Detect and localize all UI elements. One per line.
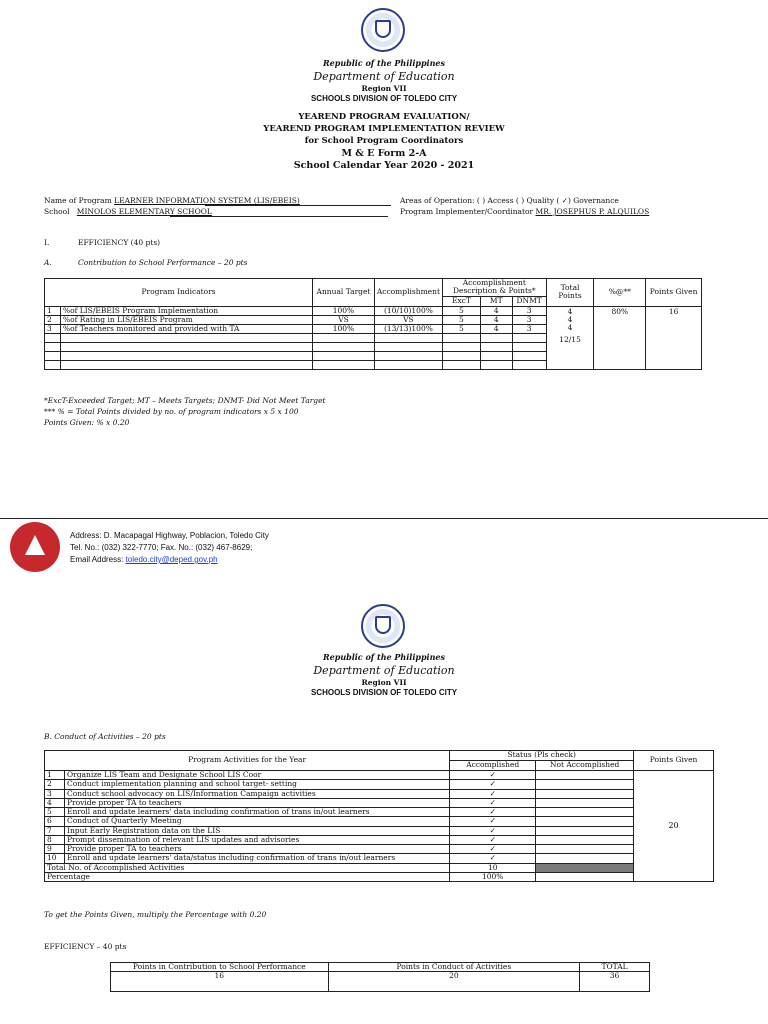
program-value: LEARNER INFORMATION SYSTEM (LIS/EBEIS)	[114, 196, 300, 205]
school-line	[44, 207, 212, 216]
summary-value-activities: 20	[328, 972, 579, 992]
deped-seal-icon	[361, 604, 405, 648]
region-label-2: Region VII	[361, 678, 407, 687]
section-b-title: B. Conduct of Activities – 20 pts	[44, 732, 166, 741]
footer-email-label: Email Address:	[70, 555, 126, 564]
header-status: Status (Pls check)	[450, 751, 634, 761]
summary-title: EFFICIENCY – 40 pts	[44, 942, 127, 951]
check-icon: ✓	[450, 798, 536, 807]
section-roman: I.	[44, 238, 50, 247]
implementer-label: Program Implementer/Coordinator	[400, 207, 534, 216]
footer-email-line	[70, 554, 218, 566]
total-points-cell: 4 4 4 12/15	[546, 306, 594, 370]
summary-header-total: TOTAL	[580, 963, 650, 972]
header-mt: MT	[480, 296, 512, 306]
total-accomplished-label: Total No. of Accomplished Activities	[45, 863, 450, 872]
points-given-cell: 16	[646, 306, 702, 370]
sub-a-letter: A.	[44, 258, 52, 267]
check-icon: ✓	[450, 835, 536, 844]
republic-label: Republic of the Philippines	[322, 58, 445, 68]
table-row: 4 Provide proper TA to teachers ✓	[45, 798, 714, 807]
sub-a-title: Contribution to School Performance – 20 pts	[78, 258, 248, 267]
program-label: Name of Program	[44, 196, 112, 205]
summary-value-contribution: 16	[111, 972, 329, 992]
program-underline	[205, 205, 391, 206]
program-line	[44, 196, 300, 205]
summary-header-contribution: Points in Contribution to School Performance	[111, 963, 329, 972]
form-title-5: School Calendar Year 2020 - 2021	[293, 160, 475, 171]
table-row: 6 Conduct of Quarterly Meeting ✓	[45, 817, 714, 826]
areas-of-operation: Areas of Operation: ( ) Access ( ) Quality ( ✓) Governance	[400, 196, 619, 205]
footer-email-link[interactable]: toledo.city@deped.gov.ph	[125, 555, 218, 564]
sum-total: 12/15	[559, 335, 581, 345]
check-icon: ✓	[450, 808, 536, 817]
header-total: Total Points	[546, 279, 594, 307]
table-row: 7 Input Early Registration data on the LIS ✓	[45, 826, 714, 835]
header-given: Points Given	[646, 279, 702, 307]
division-logo-icon	[10, 522, 60, 572]
footer-tel: Tel. No.: (032) 322-7770; Fax. No.: (032) 467-8629;	[70, 543, 253, 552]
check-icon: ✓	[450, 771, 536, 780]
division-label-2: SCHOOLS DIVISION OF TOLEDO CITY	[310, 688, 458, 697]
republic-label-2: Republic of the Philippines	[322, 652, 445, 662]
implementer-line	[400, 207, 649, 216]
summary-value-total: 36	[580, 972, 650, 992]
activities-table	[44, 750, 714, 882]
header-points-given: Points Given	[634, 751, 714, 771]
pct-cell: 80%	[594, 306, 646, 370]
shaded-cell	[536, 863, 634, 872]
note-formula: *** % = Total Points divided by no. of program indicators x 5 x 100	[44, 407, 299, 416]
header-not-accomplished: Not Accomplished	[536, 761, 634, 771]
table-row: 10 Enroll and update learners' data/status including confirmation of trans in/out learners ✓	[45, 854, 714, 863]
table-row: 1 Organize LIS Team and Designate School LIS Coor ✓ 20	[45, 771, 714, 780]
form-title-3: for School Program Coordinators	[304, 136, 464, 146]
division-label: SCHOOLS DIVISION OF TOLEDO CITY	[310, 94, 458, 103]
department-label-2: Department of Education	[313, 664, 455, 677]
header-target: Annual Target	[313, 279, 375, 307]
activities-note: To get the Points Given, multiply the Percentage with 0.20	[44, 910, 267, 919]
footer-address: Address: D. Macapagal Highway, Poblacion, Toledo City	[70, 531, 269, 540]
check-icon: ✓	[450, 826, 536, 835]
percentage-value: 100%	[450, 872, 536, 881]
table-row: 3 Conduct school advocacy on LIS/Information Campaign activities ✓	[45, 789, 714, 798]
table-row: 5 Enroll and update learners' data including confirmation of trans in/out learners ✓	[45, 808, 714, 817]
header-indicators: Program Indicators	[45, 279, 313, 307]
form-title-2: YEAREND PROGRAM IMPLEMENTATION REVIEW	[263, 124, 505, 134]
header-dnmt: DNMT	[512, 296, 546, 306]
region-label: Region VII	[361, 84, 407, 93]
header-accomplishment: Accomplishment	[374, 279, 442, 307]
contribution-table	[44, 278, 702, 370]
check-icon: ✓	[450, 780, 536, 789]
header-pct: %@**	[594, 279, 646, 307]
table-row: 2 %of Rating in LIS/EBEIS Program VS VS 5 4 3	[45, 315, 702, 324]
header-activities: Program Activities for the Year	[45, 751, 450, 771]
summary-table	[110, 962, 650, 992]
table-row: 2 Conduct implementation planning and school target- setting ✓	[45, 780, 714, 789]
school-value: MINOLOS ELEMENTARY SCHOOL	[76, 207, 212, 216]
total-accomplished-value: 10	[450, 863, 536, 872]
footer-divider	[0, 518, 768, 519]
check-icon: ✓	[450, 854, 536, 863]
school-underline	[170, 216, 388, 217]
implementer-value: MR. JOSEPHUS P. ALQUILOS	[535, 207, 650, 216]
note-points: Points Given: % x 0.20	[44, 418, 130, 427]
table-row	[45, 872, 714, 881]
table-row	[45, 863, 714, 872]
form-title-4: M & E Form 2-A	[341, 148, 427, 159]
activities-points-given: 20	[634, 771, 714, 882]
table-row: 1 %of LIS/EBEIS Program Implementation 100% (10/10)100% 5 4 3 4 4 4 12/15 80% 16	[45, 306, 702, 315]
table-row: 3 %of Teachers monitored and provided with TA 100% (13/13)100% 5 4 3	[45, 325, 702, 334]
check-icon: ✓	[450, 789, 536, 798]
form-title-1: YEAREND PROGRAM EVALUATION/	[298, 112, 470, 122]
header-accomplished: Accomplished	[450, 761, 536, 771]
department-label: Department of Education	[313, 70, 455, 83]
check-icon: ✓	[450, 845, 536, 854]
header-exct: ExcT	[442, 296, 480, 306]
school-label: School	[44, 207, 70, 216]
percentage-label: Percentage	[45, 872, 450, 881]
header-description: Accomplishment Description & Points*	[442, 279, 546, 297]
deped-seal-icon	[361, 8, 405, 52]
check-icon: ✓	[450, 817, 536, 826]
section-title: EFFICIENCY (40 pts)	[78, 238, 161, 247]
note-legend: *ExcT-Exceeded Target; MT – Meets Targets; DNMT- Did Not Meet Target	[44, 396, 326, 405]
summary-header-activities: Points in Conduct of Activities	[328, 963, 579, 972]
table-row: 9 Provide proper TA to teachers ✓	[45, 845, 714, 854]
table-row: 8 Prompt dissemination of relevant LIS updates and advisories ✓	[45, 835, 714, 844]
